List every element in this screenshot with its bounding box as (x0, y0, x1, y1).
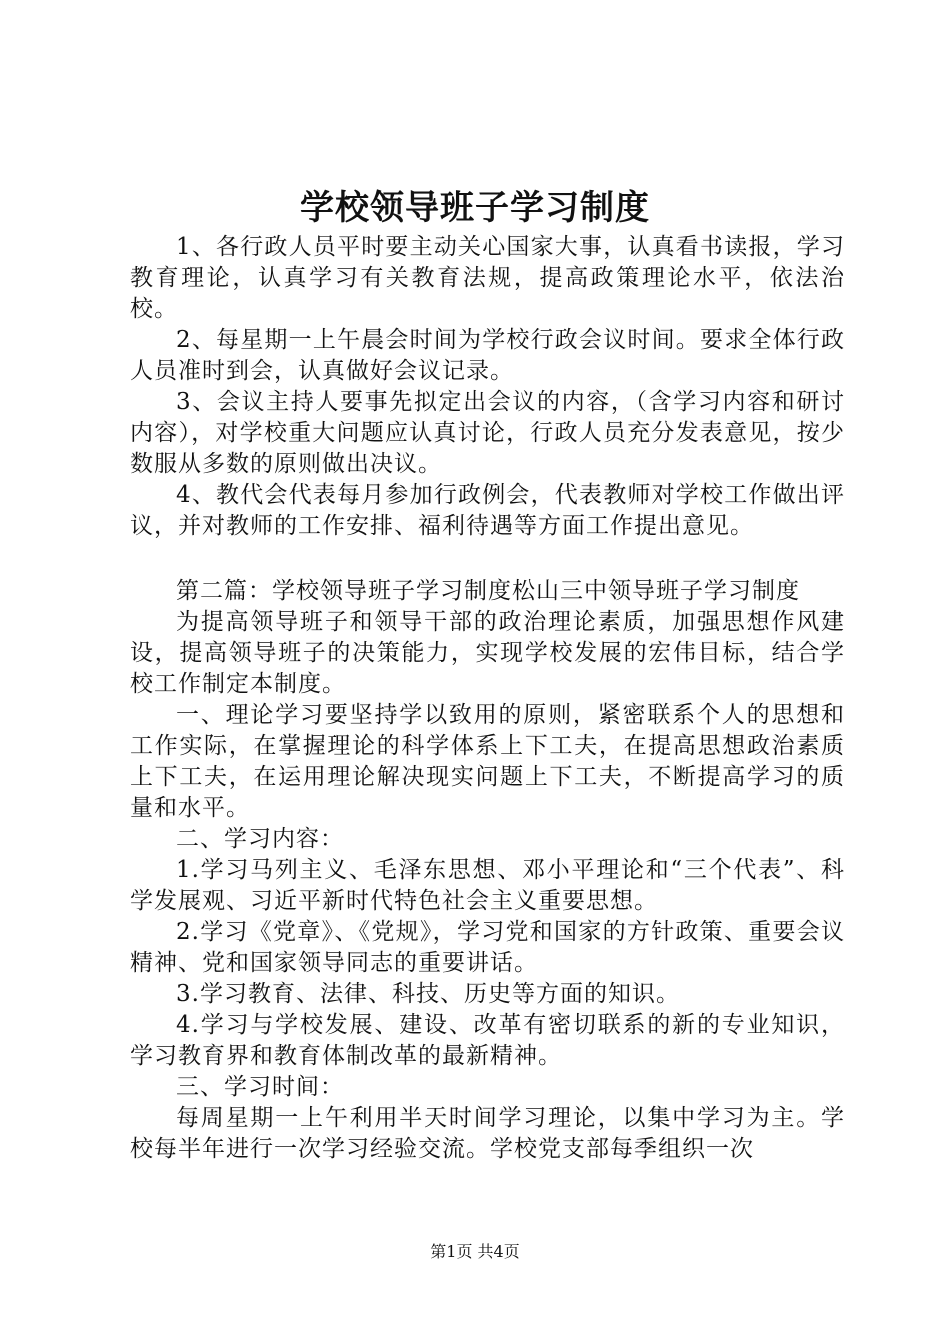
paragraph: 一、理论学习要坚持学以致用的原则，紧密联系个人的思想和工作实际，在掌握理论的科学体系上下工夫，在提高思想政治素质上下工夫，在运用理论解决现实问题上下工夫，不断提高学习的质量和水平。 (130, 702, 845, 821)
paragraph: 2、每星期一上午晨会时间为学校行政会议时间。要求全体行政人员准时到会，认真做好会议记录。 (130, 327, 845, 384)
document-title: 学校领导班子学习制度 (300, 188, 650, 228)
paragraph: 每周星期一上午利用半天时间学习理论，以集中学习为主。学校每半年进行一次学习经验交流。学校党支部每季组织一次 (130, 1105, 845, 1162)
section-spacer (130, 542, 845, 576)
paragraph: 为提高领导班子和领导干部的政治理论素质，加强思想作风建设，提高领导班子的决策能力，实现学校发展的宏伟目标，结合学校工作制定本制度。 (130, 609, 845, 697)
paragraph: 4、教代会代表每月参加行政例会，代表教师对学校工作做出评议，并对教师的工作安排、福利待遇等方面工作提出意见。 (130, 482, 845, 539)
paragraph: 二、学习内容： (176, 826, 344, 852)
page-number: 第1页 共4页 (430, 1242, 520, 1261)
section-heading: 第二篇：学校领导班子学习制度松山三中领导班子学习制度 (176, 578, 800, 604)
document-body (130, 232, 845, 1165)
paragraph: 4.学习与学校发展、建设、改革有密切联系的新的专业知识，学习教育界和教育体制改革的最新精神。 (130, 1012, 845, 1069)
paragraph: 三、学习时间： (176, 1074, 344, 1100)
paragraph: 3、会议主持人要事先拟定出会议的内容，（含学习内容和研讨内容），对学校重大问题应认真讨论，行政人员充分发表意见，按少数服从多数的原则做出决议。 (130, 389, 845, 477)
paragraph: 1.学习马列主义、毛泽东思想、邓小平理论和“三个代表”、科学发展观、习近平新时代特色社会主义重要思想。 (130, 857, 845, 914)
paragraph: 2.学习《党章》、《党规》，学习党和国家的方针政策、重要会议精神、党和国家领导同志的重要讲话。 (130, 919, 845, 976)
paragraph: 3.学习教育、法律、科技、历史等方面的知识。 (176, 981, 680, 1007)
paragraph: 1、各行政人员平时要主动关心国家大事，认真看书读报，学习教育理论，认真学习有关教育法规，提高政策理论水平，依法治校。 (130, 234, 845, 322)
